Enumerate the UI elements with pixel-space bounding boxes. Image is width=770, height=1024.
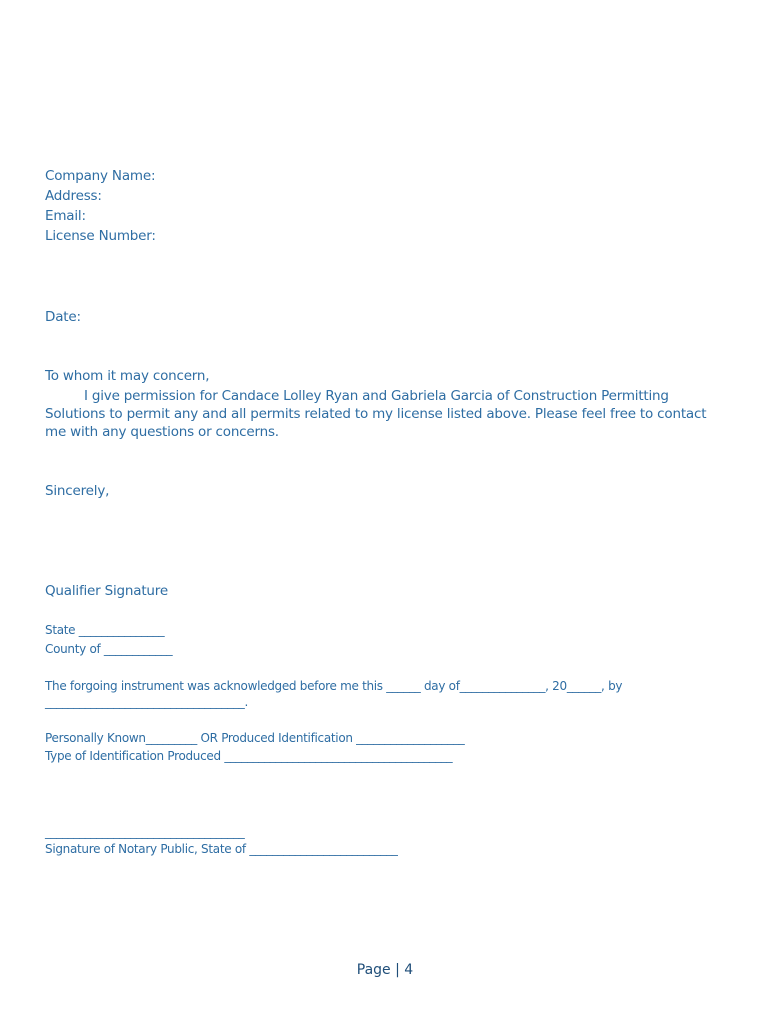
company-name-label: Company Name: [45,168,156,184]
notary-signature-label: Signature of Notary Public, State of __________________________ [45,842,398,856]
notary-signature-rule: ___________________________________ [45,825,245,839]
acknowledgment-name-field: ___________________________________. [45,695,249,709]
state-field: State _______________ [45,623,165,637]
identification-type-field: Type of Identification Produced ________________________________________ [45,749,453,763]
closing: Sincerely, [45,483,110,499]
letter-body-line: I give permission for Candace Lolley Ryan and Gabriela Garcia of Construction Permitting [84,388,669,404]
page-number: Page | 4 [356,962,414,978]
license-number-label: License Number: [45,228,156,244]
letter-body [45,387,735,441]
qualifier-signature-label: Qualifier Signature [45,583,168,599]
county-field: County of ____________ [45,642,173,656]
address-label: Address: [45,188,102,204]
letter-body-line: me with any questions or concerns. [45,424,279,440]
date-label: Date: [45,309,81,325]
email-label: Email: [45,208,86,224]
personally-known-field: Personally Known_________ OR Produced Identification ___________________ [45,731,465,745]
letter-body-line: Solutions to permit any and all permits related to my license listed above. Please feel free to contact [45,406,707,422]
acknowledgment-line: The forgoing instrument was acknowledged before me this ______ day of_______________, 20______, by [45,679,623,693]
salutation: To whom it may concern, [45,368,210,384]
